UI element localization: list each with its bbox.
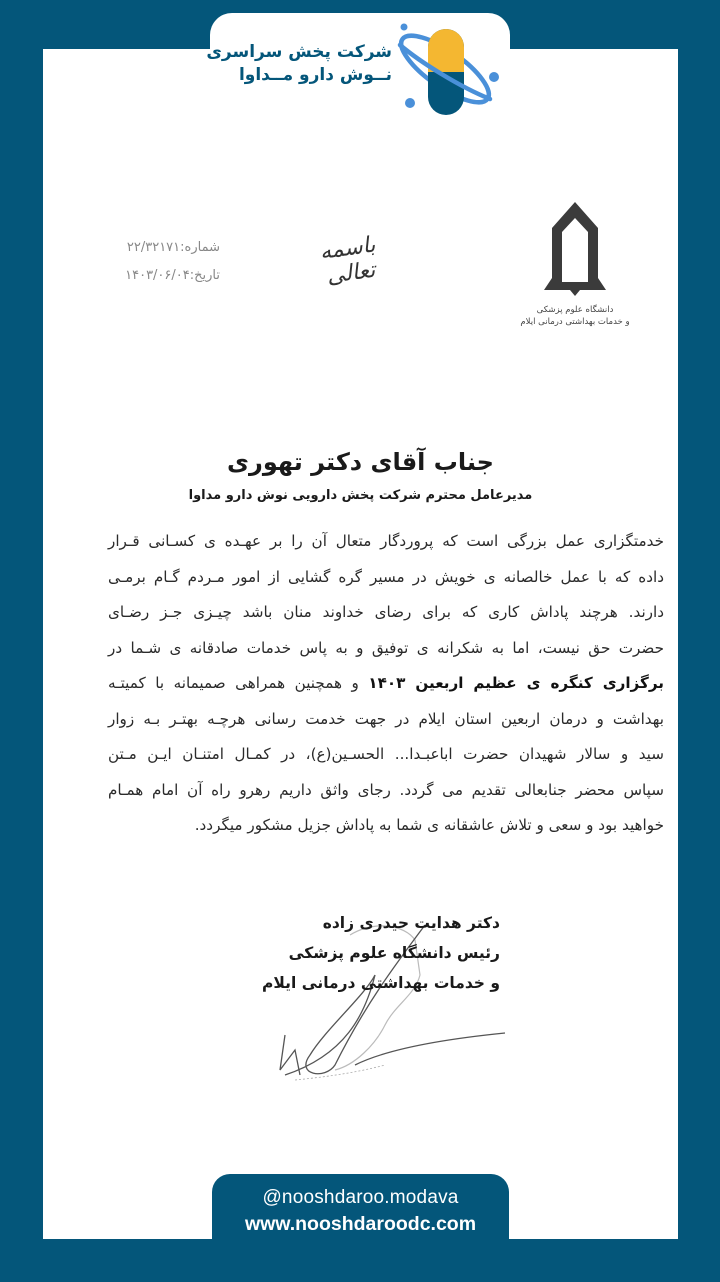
- recipient-title: جناب آقای دکتر تهوری: [227, 448, 494, 476]
- letter-body: [108, 524, 664, 844]
- body-line-text: خدمتگزاری عمل بزرگی است که پروردگار متعال آن را بر عهـده ی کسـانی قـرار: [108, 532, 664, 550]
- letter-date-value: ۱۴۰۳/۰۶/۰۴: [125, 268, 190, 283]
- body-line: [108, 595, 664, 631]
- university-name-line1: دانشگاه علوم پزشکی: [536, 305, 614, 315]
- body-line: [108, 560, 664, 596]
- signature-block: [200, 908, 500, 998]
- body-line-text: حضرت حق نیست، اما به شکرانه ی توفیق و به پاس خدمات صادقانه ی شـما در: [108, 638, 664, 657]
- letter-number-value: ۲۲/۳۲۱۷۱: [126, 240, 181, 255]
- university-name-line2: و خدمات بهداشتی درمانی ایلام: [520, 317, 630, 327]
- body-line-text: سپاس محضر جنابعالی تقدیم می گردد. رجای واثق داریم رهرو راه آن امام همـام: [108, 780, 664, 799]
- body-line-text: بهداشت و درمان اربعین استان ایلام در جهت خدمت رسانی هرچـه بهتـر بـه زوار: [108, 709, 664, 728]
- letter-number: [100, 234, 220, 262]
- university-arch-icon: [540, 200, 610, 300]
- brand-name-line1: شرکت پخش سراسری: [206, 42, 392, 62]
- letter-number-label: شماره:: [180, 240, 220, 255]
- brand-footer: [212, 1174, 509, 1282]
- invocation-calligraphy: باسمه تعالی: [318, 232, 377, 290]
- signatory-title-line2: و خدمات بهداشتی درمانی ایلام: [262, 974, 500, 992]
- body-line: [108, 524, 664, 560]
- body-line: [108, 666, 664, 702]
- website-link[interactable]: www.nooshdaroodc.com: [244, 1213, 477, 1235]
- body-line: [108, 702, 664, 738]
- signatory-name: دکتر هدایت حیدری زاده: [322, 914, 500, 932]
- body-line: [108, 737, 664, 773]
- recipient-role: مدیرعامل محترم شرکت پخش دارویی نوش دارو مداوا: [188, 488, 533, 503]
- social-handle-link[interactable]: @nooshdaroo.modava: [262, 1187, 459, 1208]
- letter-date-label: تاریخ:: [189, 268, 220, 283]
- body-line-text: و همچنین همراهی صمیمانه با کمیتـه: [108, 674, 369, 692]
- body-line-text: دارند. هرچند پاداش کاری که برای رضای خداوند منان باشد چیـزی جـز رضـای: [108, 603, 664, 621]
- letter-date: [100, 262, 220, 290]
- brand-name-line2: نــوش دارو مــداوا: [238, 64, 392, 85]
- signatory-title-line1: رئیس دانشگاه علوم پزشکی: [288, 944, 500, 962]
- body-line: [108, 773, 664, 809]
- university-name: [510, 304, 640, 328]
- body-line-text: داده که با عمل خالصانه ی خویش در مسیر گره گشایی از امور مـردم گـام برمـی: [108, 567, 664, 586]
- body-line: [108, 631, 664, 667]
- body-line-bold-text: برگزاری کنگره ی عظیم اربعین ۱۴۰۳: [368, 674, 664, 692]
- body-line-text: خواهید بود و سعی و تلاش عاشقانه ی شما به پاداش جزیل مشکور میگردد.: [194, 816, 664, 834]
- brand-header: [206, 13, 510, 123]
- brand-name: [206, 41, 392, 87]
- body-line-text: سید و سالار شهیدان حضرت اباعبـدا... الحسـین(ع)، در کمـال امتنـان ایـن مـتن: [108, 745, 664, 763]
- body-line: [108, 808, 664, 844]
- capsule-orbit-icon: [390, 17, 500, 122]
- letter-reference: [100, 234, 220, 290]
